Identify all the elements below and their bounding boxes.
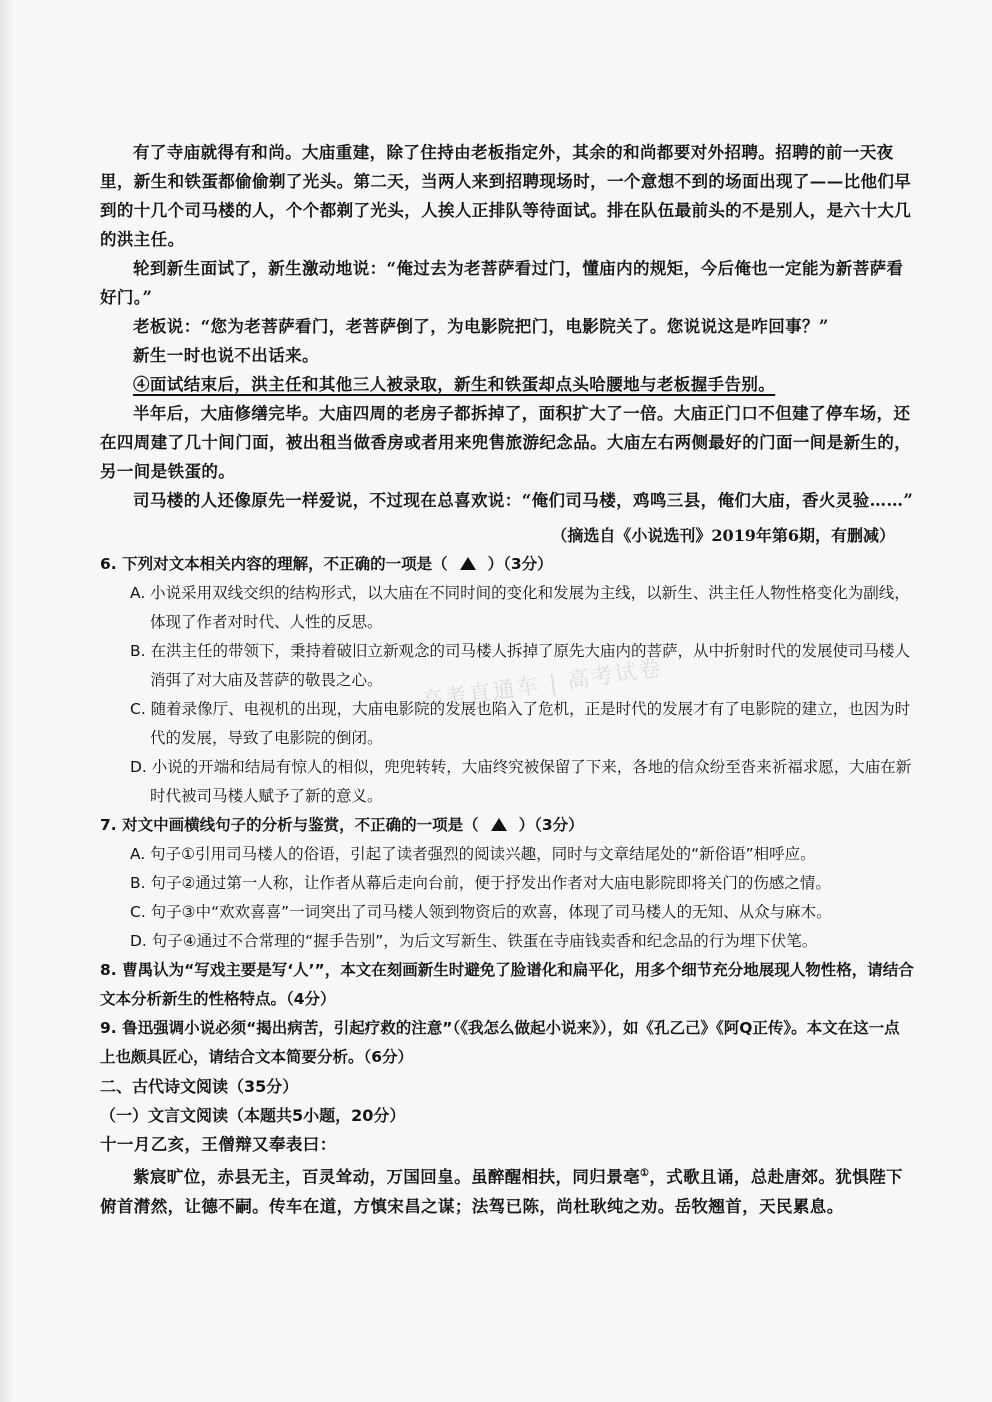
- question-7-stem-text: 7. 对文中画横线句子的分析与鉴赏，不正确的一项是（: [100, 816, 479, 834]
- page-content: [100, 138, 915, 1221]
- question-6-option-c: C. 随着录像厅、电视机的出现，大庙电影院的发展也陷入了危机，正是时代的发展才有了电影院的建立，也因为时代的发展，导致了电影院的倒闭。: [130, 700, 911, 747]
- question-7-option-b: B. 句子②通过第一人称，让作者从幕后走向台前，便于抒发出作者对大庙电影院即将关门的伤感之情。: [130, 874, 831, 892]
- watermark-text: 高考直通车 | 高考试卷: [419, 656, 665, 715]
- question-6-stem-text: 6. 下列对文本相关内容的理解，不正确的一项是（: [100, 555, 448, 573]
- story-paragraph-6: 半年后，大庙修缮完毕。大庙四周的老房子都拆掉了，面积扩大了一倍。大庙正门口不但建了停车场，还在四周建了几十间门面，被出租当做香房或者用来兜售旅游纪念品。大庙左右两侧最好的门面一间是新生的，另一间是铁蛋的。: [100, 404, 912, 481]
- question-9: 9. 鲁迅强调小说必须“揭出病苦，引起疗救的注意”（《我怎么做起小说来》），如《孔乙己》《阿Q正传》。本文在这一点上也颇具匠心，请结合文本简要分析。（6分）: [100, 1019, 900, 1066]
- question-7-option-d: D. 句子④通过不合常理的“握手告别”，为后文写新生、铁蛋在寺庙钱卖香和纪念品的行为埋下伏笔。: [130, 932, 818, 950]
- classical-text-part-b: ，式歌且诵，总赴唐郊。犹惧陛下俯首潸然，让德不嗣。传车在道，方慎宋昌之谋；法驾已陈，尚杜耿纯之劝。岳牧翘首，天民累息。: [100, 1167, 903, 1216]
- question-6: [100, 550, 915, 811]
- classical-text-part-a: 紫宸旷位，赤县无主，百灵耸动，万国回皇。虽醉醒相扶，同归景亳: [133, 1167, 640, 1187]
- question-6-points: ）（3分）: [487, 555, 553, 573]
- underlined-sentence-4: ④面试结束后，洪主任和其他三人被录取，新生和铁蛋却点头哈腰地与老板握手告别。: [133, 375, 776, 394]
- question-6-option-b: B. 在洪主任的带领下，秉持着破旧立新观念的司马楼人拆掉了原先大庙内的菩萨，从中折射时代的发展使司马楼人消弭了对大庙及菩萨的敬畏之心。: [130, 642, 910, 689]
- section-2-title: 二、古代诗文阅读（35分）: [100, 1077, 299, 1096]
- answer-blank-triangle-icon: [460, 557, 476, 570]
- classical-text-intro: 十一月乙亥，王僧辩又奉表曰：: [100, 1135, 337, 1154]
- question-7-option-a: A. 句子①引用司马楼人的俗语，引起了读者强烈的阅读兴趣，同时与文章结尾处的“新俗语”相呼应。: [130, 845, 816, 863]
- section-2-subtitle: （一）文言文阅读（本题共5小题，20分）: [100, 1106, 406, 1125]
- classical-text-body: [100, 1159, 915, 1221]
- story-paragraph-7: 司马楼的人还像原先一样爱说，不过现在总喜欢说：“俺们司马楼，鸡鸣三县，俺们大庙，香火灵验……”: [133, 491, 914, 510]
- answer-blank-triangle-icon: [491, 818, 507, 831]
- story-paragraph-3: 老板说：“您为老菩萨看门，老菩萨倒了，为电影院把门，电影院关了。您说说这是咋回事？”: [133, 317, 829, 336]
- story-paragraph-2: 轮到新生面试了，新生激动地说：“俺过去为老菩萨看过门，懂庙内的规矩，今后俺也一定能为新菩萨看好门。”: [100, 259, 904, 307]
- question-7: [100, 811, 915, 956]
- footnote-marker: ①: [640, 1168, 650, 1179]
- story-paragraph-5-underlined: [100, 370, 915, 399]
- question-7-stem: [100, 811, 915, 840]
- source-citation: （摘选自《小说选刊》2019年第6期，有删减）: [551, 526, 895, 545]
- question-7-option-c: C. 句子③中“欢欢喜喜”一词突出了司马楼人领到物资后的欢喜，体现了司马楼人的无知、从众与麻木。: [130, 903, 832, 921]
- question-6-option-a: A. 小说采用双线交织的结构形式，以大庙在不同时间的变化和发展为主线，以新生、洪主任人物性格变化为副线，体现了作者对时代、人性的反思。: [130, 584, 910, 631]
- question-6-stem: [100, 550, 915, 579]
- story-paragraph-1: 有了寺庙就得有和尚。大庙重建，除了住持由老板指定外，其余的和尚都要对外招聘。招聘的前一天夜里，新生和铁蛋都偷偷剃了光头。第二天，当两人来到招聘现场时，一个意想不到的场面出现了——比他们早到的十几个司马楼的人，个个都剃了光头，人挨人正排队等待面试。排在队伍最前头的不是别人，是六十大几的洪主任。: [100, 143, 912, 249]
- question-7-points: ）（3分）: [518, 816, 584, 834]
- question-8: 8. 曹禺认为“写戏主要是写‘人’”，本文在刻画新生时避免了脸谱化和扁平化，用多个细节充分地展现人物性格，请结合文本分析新生的性格特点。（4分）: [100, 961, 914, 1008]
- story-paragraph-4: 新生一时也说不出话来。: [133, 346, 319, 365]
- scan-edge: [0, 0, 14, 1402]
- question-6-option-d: D. 小说的开端和结局有惊人的相似，兜兜转转，大庙终究被保留了下来，各地的信众纷至沓来祈福求愿，大庙在新时代被司马楼人赋予了新的意义。: [130, 758, 912, 805]
